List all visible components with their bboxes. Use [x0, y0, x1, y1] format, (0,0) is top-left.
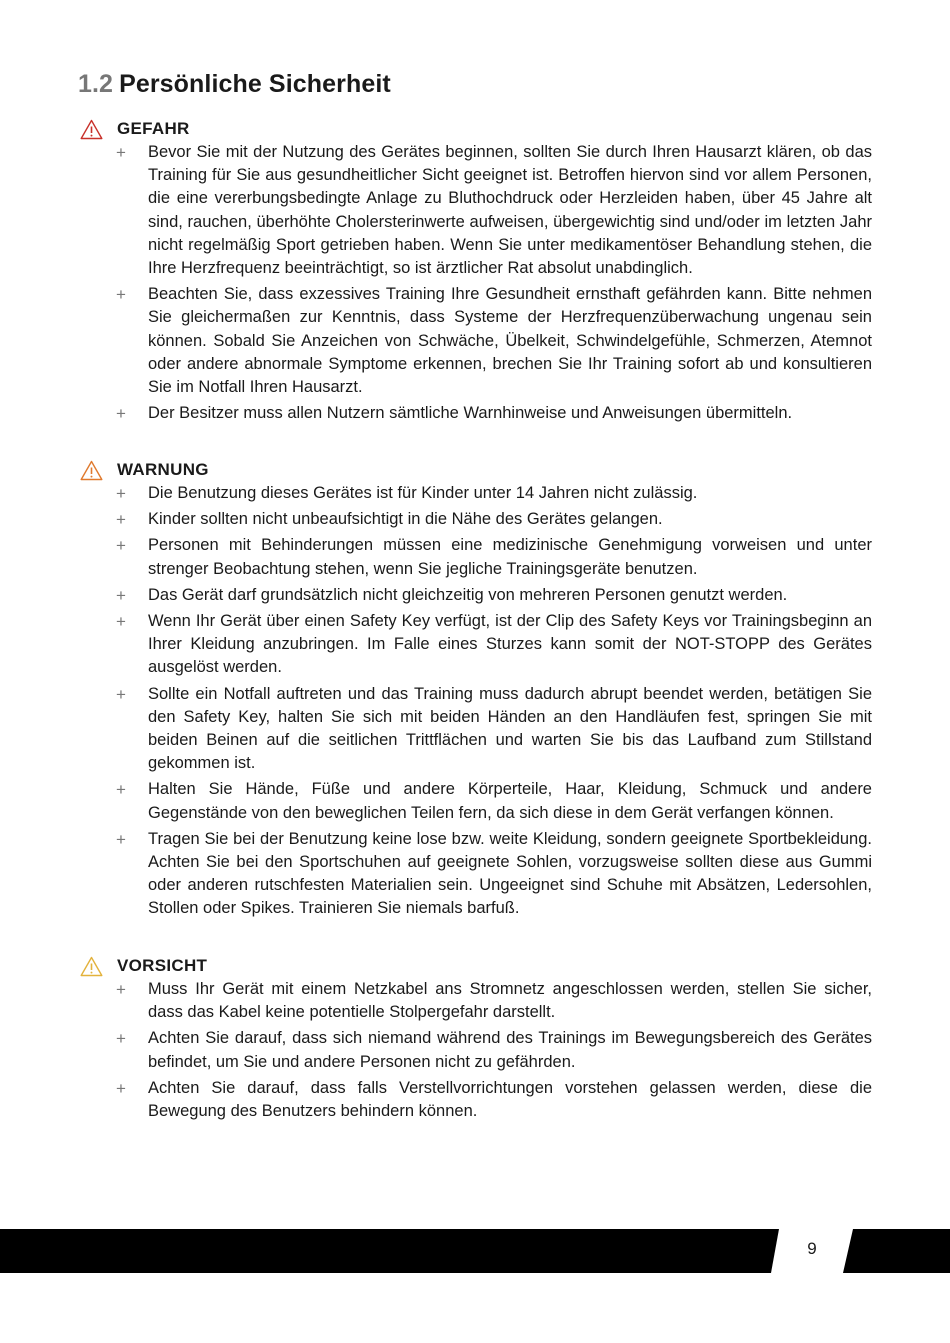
- plus-bullet-icon: +: [116, 780, 126, 800]
- list-item: [80, 508, 872, 531]
- warning-icon: [80, 956, 103, 977]
- section-header: [80, 459, 880, 481]
- section-title: VORSICHT: [117, 956, 208, 975]
- item-list: [80, 482, 880, 921]
- item-list: [80, 978, 880, 1123]
- section-warnung: [80, 459, 880, 924]
- item-list: [80, 141, 880, 425]
- list-item: [80, 482, 872, 505]
- item-text: Die Benutzung dieses Gerätes ist für Kinder unter 14 Jahren nicht zulässig.: [148, 484, 698, 502]
- item-text: Tragen Sie bei der Benutzung keine lose bzw. weite Kleidung, sondern geeignete Sportbekleidung. Achten Sie bei den Sportschuhen auf geeignete Sohlen, vorzugsweise sollten diese aus Gummi oder anderen rutschfesten Materialien sein. Ungeeignet sind Schuhe mit Absätzen, Ledersohlen, Stollen oder Spikes. Trainieren Sie niemals barfuß.: [148, 829, 872, 918]
- warning-icon: [80, 460, 103, 481]
- item-text: Sollte ein Notfall auftreten und das Training muss dadurch abrupt beendet werden, betätigen Sie den Safety Key, halten Sie sich mit beiden Händen an den Handläufen fest, springen Sie mit beiden Beinen auf die seitlichen Trittflächen und warten Sie bis das Laufband zum Stillstand gekommen ist.: [148, 684, 872, 773]
- plus-bullet-icon: +: [116, 612, 126, 632]
- plus-bullet-icon: +: [116, 285, 126, 305]
- section-gefahr: [80, 118, 880, 428]
- plus-bullet-icon: +: [116, 536, 126, 556]
- section-heading: Persönliche Sicherheit: [119, 70, 391, 98]
- item-text: Personen mit Behinderungen müssen eine medizinische Genehmigung vorweisen und unter strenger Beobachtung stehen, wenn Sie jegliche Trainingsgeräte benutzen.: [148, 536, 872, 578]
- item-text: Achten Sie darauf, dass falls Verstellvorrichtungen vorstehen gelassen werden, diese die Bewegung des Benutzers behindern können.: [148, 1078, 872, 1121]
- list-item: [80, 534, 872, 580]
- item-text: Beachten Sie, dass exzessives Training Ihre Gesundheit ernsthaft gefährden kann. Bitte nehmen Sie gleichermaßen zur Kenntnis, dass Systeme der Herzfrequenzüberwachung ungenau sein können. Sobald Sie Anzeichen von Schwäche, Übelkeit, Schwindelgefühle, Schmerzen, Atemnot oder andere abnormale Symptome erkennen, brechen Sie Ihr Training sofort ab und konsultieren Sie im Notfall Ihren Hausarzt.: [148, 285, 872, 397]
- item-text: Wenn Ihr Gerät über einen Safety Key verfügt, ist der Clip des Safety Keys vor Trainingsbeginn an Ihrer Kleidung anzubringen. Im Falle eines Sturzes kann somit der NOT-STOPP des Gerätes ausgelöst werden.: [148, 612, 872, 677]
- list-item: [80, 141, 872, 280]
- plus-bullet-icon: +: [116, 143, 126, 162]
- list-item: [80, 1027, 872, 1073]
- plus-bullet-icon: +: [116, 510, 126, 530]
- item-text: Muss Ihr Gerät mit einem Netzkabel ans Stromnetz angeschlossen werden, stellen Sie sicher, dass das Kabel keine potentielle Stolpergefahr darstellt.: [148, 980, 872, 1022]
- list-item: [80, 610, 872, 680]
- plus-bullet-icon: +: [116, 829, 126, 849]
- section-number: 1.2: [78, 70, 114, 98]
- item-text: Kinder sollten nicht unbeaufsichtigt in die Nähe des Gerätes gelangen.: [148, 510, 663, 529]
- item-text: Halten Sie Hände, Füße und andere Körperteile, Haar, Kleidung, Schmuck und andere Gegenstände von den beweglichen Teilen fern, da sich diese in dem Gerät verfangen können.: [148, 780, 872, 822]
- list-item: [80, 978, 872, 1024]
- warning-icon: [80, 119, 103, 140]
- section-title: WARNUNG: [117, 460, 209, 479]
- section-title: GEFAHR: [117, 119, 190, 138]
- plus-bullet-icon: +: [116, 585, 126, 605]
- plus-bullet-icon: +: [116, 484, 126, 503]
- list-item: [80, 683, 872, 776]
- list-item: [80, 778, 872, 824]
- plus-bullet-icon: +: [116, 1078, 126, 1098]
- plus-bullet-icon: +: [116, 980, 126, 999]
- plus-bullet-icon: +: [116, 684, 126, 704]
- page-title: [78, 70, 391, 99]
- item-text: Bevor Sie mit der Nutzung des Gerätes beginnen, sollten Sie durch Ihren Hausarzt klären, ob das Training für Sie aus gesundheitlicher Sicht geeignet ist. Betroffen hiervon sind vor allem Personen, die eine vererbungsbedingte Anlage zu Bluthochdruck oder Herzleiden haben, über 45 Jahre alt sind, rauchen, überhöhte Cholersterinwerte aufweisen, übergewichtig sind und/oder im letzten Jahr nicht regelmäßig Sport getrieben haben. Wenn Sie unter medikamentöser Behandlung stehen, die Ihre Herzfrequenz beeinträchtigt, so ist ärztlicher Rat absolut unabdinglich.: [148, 143, 872, 278]
- page-number: 9: [807, 1239, 817, 1258]
- list-item: [80, 283, 872, 399]
- section-header: [80, 118, 880, 140]
- item-text: Achten Sie darauf, dass sich niemand während des Trainings im Bewegungsbereich des Gerätes befindet, um Sie und andere Personen nicht zu gefährden.: [148, 1029, 872, 1071]
- section-vorsicht: [80, 955, 880, 1126]
- list-item: [80, 828, 872, 921]
- plus-bullet-icon: +: [116, 404, 126, 424]
- plus-bullet-icon: +: [116, 1029, 126, 1049]
- item-text: Das Gerät darf grundsätzlich nicht gleichzeitig von mehreren Personen genutzt werden.: [148, 585, 788, 604]
- list-item: [80, 584, 872, 607]
- section-header: [80, 955, 880, 977]
- list-item: [80, 402, 872, 425]
- item-text: Der Besitzer muss allen Nutzern sämtliche Warnhinweise und Anweisungen übermitteln.: [148, 404, 793, 423]
- list-item: [80, 1077, 872, 1123]
